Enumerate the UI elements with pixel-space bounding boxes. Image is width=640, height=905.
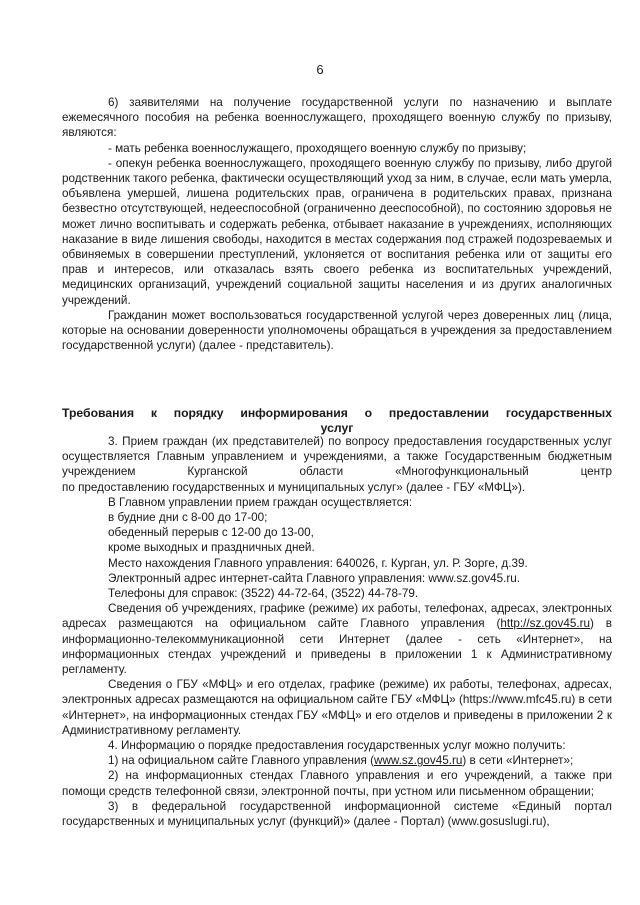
- paragraph-mother: - мать ребенка военнослужащего, проходящего военную службу по призыву;: [108, 141, 527, 155]
- text-segment: 1) на официальном сайте Главного управления (: [108, 754, 374, 768]
- paragraph-reception-b: по предоставлению государственных и муниципальных услуг» (далее - ГБУ «МФЦ»).: [62, 480, 526, 494]
- paragraph-schedule-intro: В Главном управлении прием граждан осуществляется:: [108, 495, 413, 509]
- paragraph-applicants-intro: 6) заявителями на получение государственной услуги по назначению и выплате ежемесячного пособия на ребенка военнослужащего, проходящего военную службу по призыву, являются:: [62, 96, 612, 140]
- paragraph-info-stands: 2) на информационных стендах Главного управления и его учреждений, а также при помощи средств телефонной связи, электронной почты, при устном или письменном обращении;: [62, 769, 612, 798]
- paragraph-mfc-info: Сведения о ГБУ «МФЦ» и его отделах, графике (режиме) их работы, телефонах, адресах, электронных адресах размещаются на официальном сайте ГБУ «МФЦ» (https://www.mfc45.ru) в сети «Интернет», на информационных стендах ГБУ «МФЦ» и его отделов и приведены в приложении 2 к Административному регламенту.: [62, 678, 612, 737]
- paragraph-institutions-info: [62, 601, 612, 677]
- paragraph-representative: Гражданин может воспользоваться государственной услугой через доверенных лиц (лица, которые на основании доверенности уполномочены обращаться в учреждения за предоставлением государственной услуги) (далее - представитель).: [62, 308, 612, 353]
- paragraph-website: Электронный адрес интернет-сайта Главного управления: www.sz.gov45.ru.: [108, 571, 521, 585]
- text-segment: ) в информационно-телекоммуникационной сети Интернет (далее - сеть «Интернет», на информационных стендах учреждений и приведены в приложении 1 к Административному регламенту.: [62, 617, 612, 677]
- paragraph-info-sources: 4. Информацию о порядке предоставления государственных услуг можно получить:: [108, 739, 566, 753]
- paragraph-reception-a: 3. Прием граждан (их представителей) по вопросу предоставления государственных услуг осуществляется Главным управлением и учреждениями, а также Государственным бюджетным учреждением Курганской области «Многофункциональный центр: [62, 435, 612, 479]
- section-heading-line2: услуг: [320, 421, 354, 436]
- paragraph-guardian: - опекун ребенка военнослужащего, проходящего военную службу по призыву, либо другой родственник такого ребенка, фактически осуществляющий уход за ним, в случае, если мать умерла, объявлена умершей, лишена родительских прав, ограничена в родительских правах, признана безвестно отсутствующей, недееспособной (ограниченно дееспособной), по состоянию здоровья не может лично воспитывать и содержать ребенка, отбывает наказание в учреждениях, исполняющих наказание в виде лишения свободы, находится в местах содержания под стражей подозреваемых и обвиняемых в совершении преступлений, уклоняется от воспитания ребенка или от защиты его прав и интересов, или отказалась взять своего ребенка из воспитательных учреждений, медицинских организаций, учреждений социальной защиты населения и из других аналогичных учреждений.: [62, 156, 612, 307]
- section-heading-line1: Требования к порядку информирования о предоставлении государственных: [62, 406, 612, 420]
- paragraph-weekdays: в будние дни с 8-00 до 17-00;: [108, 511, 268, 525]
- link-www-sz-gov45[interactable]: www.sz.gov45.ru: [374, 754, 463, 768]
- paragraph-phones: Телефоны для справок: (3522) 44-72-64, (3522) 44-78-79.: [108, 587, 419, 601]
- information-section: [62, 434, 612, 829]
- text-segment: ) в сети «Интернет»;: [462, 754, 574, 768]
- text-segment: Сведения об учреждениях, графике (режиме) их работы, телефонах, адресах, электронных адресах размещаются на официальном сайте Главного управления (: [62, 602, 612, 631]
- applicants-section: [62, 95, 612, 353]
- section-heading: [62, 406, 612, 436]
- paragraph-official-site: [62, 753, 612, 768]
- paragraph-lunch-break: обеденный перерыв с 12-00 до 13-00,: [108, 526, 314, 540]
- link-sz-gov45[interactable]: http://sz.gov45.ru: [500, 617, 591, 631]
- paragraph-address: Место нахождения Главного управления: 640026, г. Курган, ул. Р. Зорге, д.39.: [108, 556, 528, 570]
- paragraph-holidays: кроме выходных и праздничных дней.: [108, 541, 315, 555]
- paragraph-portal: 3) в федеральной государственной информационной системе «Единый портал государственных и муниципальных услуг (функций)» (далее - Портал) (www.gosuslugi.ru),: [62, 799, 612, 829]
- page-number: 6: [316, 62, 324, 77]
